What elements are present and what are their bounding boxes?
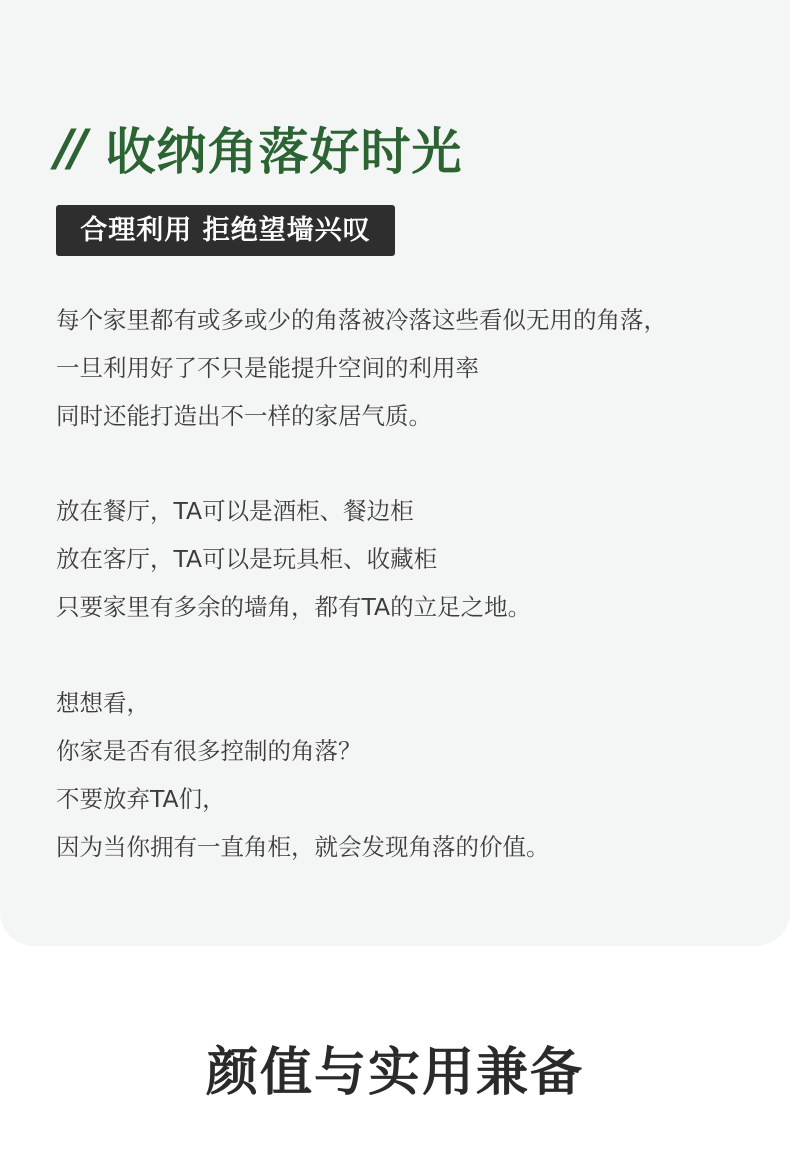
paragraph-line: 同时还能打造出不一样的家居气质。 [56,402,432,430]
subtitle-tag: 合理利用 拒绝望墙兴叹 [56,205,395,256]
paragraph-line: 放在餐厅，TA可以是酒柜、餐边柜 [56,497,414,525]
section-title: 颜值与实用兼备 [205,1043,584,1103]
paragraph-line: 只要家里有多余的墙角，都有TA的立足之地。 [56,593,532,621]
paragraph-line: 想想看， [56,689,150,717]
placement-paragraph [56,487,531,631]
paragraph-line: 你家是否有很多控制的角落？ [56,737,362,765]
intro-title: 收纳角落好时光 [105,123,463,181]
paragraph-line: 不要放弃TA们， [56,785,226,813]
intro-paragraph [56,296,667,440]
paragraph-line: 每个家里都有或多或少的角落被冷落这些看似无用的角落， [56,306,667,334]
paragraph-line: 一旦利用好了不只是能提升空间的利用率 [56,354,479,382]
paragraph-line: 因为当你拥有一直角柜，就会发现角落的价值。 [56,833,550,861]
intro-heading [55,108,463,188]
closing-paragraph [56,679,550,871]
paragraph-line: 放在客厅，TA可以是玩具柜、收藏柜 [56,545,438,573]
heading-slashes: // [55,119,84,177]
